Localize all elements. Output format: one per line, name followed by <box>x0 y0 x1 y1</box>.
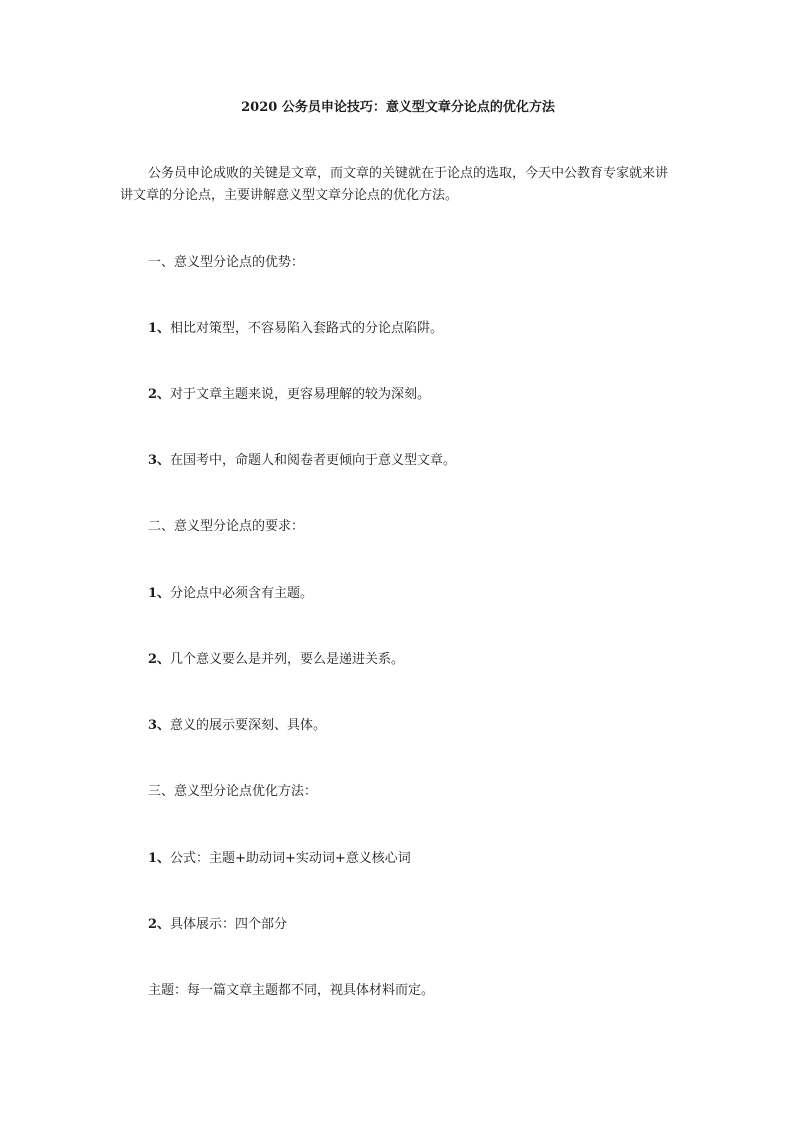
item-text: 分论点中必须含有主题。 <box>170 586 314 601</box>
list-item <box>148 717 326 735</box>
item-number: 2、 <box>148 387 171 402</box>
item-number: 2、 <box>148 652 171 667</box>
item-text: 在国考中，命题人和阅卷者更倾向于意义型文章。 <box>170 453 457 468</box>
list-item <box>148 585 313 603</box>
item-number: 1、 <box>148 586 171 601</box>
intro-paragraph: 公务员申论成败的关键是文章，而文章的关键就在于论点的选取，今天中公教育专家就来讲讲文章的分论点，主要讲解意义型文章分论点的优化方法。 <box>120 166 669 203</box>
item-text: 几个意义要么是并列，要么是递进关系。 <box>170 652 405 667</box>
list-item <box>148 452 456 470</box>
item-text: 相比对策型，不容易陷入套路式的分论点陷阱。 <box>170 321 444 336</box>
list-item <box>148 651 404 669</box>
item-number: 1、 <box>148 851 171 866</box>
item-number: 3、 <box>148 718 171 733</box>
item-number: 2、 <box>148 917 171 932</box>
section-heading-3: 三、意义型分论点优化方法： <box>148 784 318 799</box>
item-text: 意义的展示要深刻、具体。 <box>170 718 327 733</box>
item-text: 对于文章主题来说，更容易理解的较为深刻。 <box>170 387 431 402</box>
section-heading-1: 一、意义型分论点的优势： <box>148 255 305 270</box>
section-heading-2: 二、意义型分论点的要求： <box>148 519 305 534</box>
closing-paragraph: 主题：每一篇文章主题都不同，视具体材料而定。 <box>148 983 435 998</box>
list-item <box>148 386 430 404</box>
page-title: 2020 公务员申论技巧：意义型文章分论点的优化方法 <box>241 100 555 115</box>
list-item <box>148 320 443 338</box>
item-number: 1、 <box>148 321 171 336</box>
item-text: 具体展示：四个部分 <box>170 917 288 932</box>
item-text: 公式：主题+助动词+实动词+意义核心词 <box>170 851 411 866</box>
list-item <box>148 916 287 934</box>
list-item <box>148 850 411 868</box>
item-number: 3、 <box>148 453 171 468</box>
